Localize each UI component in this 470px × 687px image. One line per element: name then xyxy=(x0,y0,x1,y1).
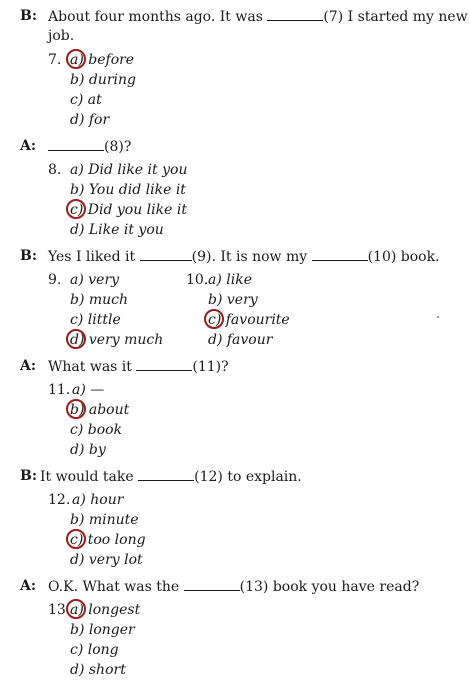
question-number: 7. xyxy=(48,52,62,68)
answer-blank xyxy=(48,138,104,151)
option-a: a) longest xyxy=(70,602,141,618)
speaker-label: B: xyxy=(20,8,38,24)
option-a: a) before xyxy=(70,52,135,68)
dialogue-line xyxy=(48,248,440,265)
dialogue-text: (13) book you have read? xyxy=(239,579,420,595)
question-number: 13. xyxy=(48,602,71,618)
option-d: d) very lot xyxy=(70,552,143,568)
option-d: d) very much xyxy=(70,332,164,348)
dialogue-text: (12) to explain. xyxy=(194,469,302,485)
option-b: b) You did like it xyxy=(70,182,186,198)
dialogue-text: (7) I started my new xyxy=(323,9,468,25)
option-c: c) Did you like it xyxy=(70,202,187,218)
answer-circle xyxy=(66,49,86,69)
option-b: b) much xyxy=(70,292,129,308)
dialogue-text: (9). It is now my xyxy=(191,249,308,265)
speaker-label: B: xyxy=(20,248,38,264)
option-b: b) longer xyxy=(70,622,135,638)
option-b: b) very xyxy=(208,292,258,308)
option-c: c) favourite xyxy=(208,312,290,328)
dialogue-text: Yes I liked it xyxy=(48,249,136,265)
answer-blank xyxy=(312,248,368,261)
question-number: 9. xyxy=(48,272,62,288)
dialogue-line xyxy=(48,358,229,375)
option-c: c) book xyxy=(70,422,123,438)
answer-circle xyxy=(66,529,86,549)
dialogue-text: (10) book. xyxy=(367,249,440,265)
dialogue-text: O.K. What was the xyxy=(48,579,180,595)
option-c: c) at xyxy=(70,92,102,108)
question-number: 10. xyxy=(186,272,209,288)
option-d: d) for xyxy=(70,112,110,128)
option-a: a) — xyxy=(72,382,105,398)
dialogue-text: It would take xyxy=(40,469,134,485)
speaker-label: A: xyxy=(20,358,37,374)
speaker-label: A: xyxy=(20,138,37,154)
dialogue-text: (11)? xyxy=(192,359,229,375)
question-number: 11. xyxy=(48,382,71,398)
answer-circle xyxy=(66,329,86,349)
option-c: c) long xyxy=(70,642,119,658)
dialogue-line xyxy=(48,578,419,595)
answer-blank xyxy=(184,578,240,591)
answer-blank xyxy=(140,248,192,261)
option-a: a) very xyxy=(70,272,120,288)
option-d: d) favour xyxy=(208,332,273,348)
dialogue-line xyxy=(48,8,468,25)
answer-circle xyxy=(66,599,86,619)
question-number: 12. xyxy=(48,492,71,508)
option-b: b) about xyxy=(70,402,130,418)
dialogue-line xyxy=(40,468,302,485)
scan-speck xyxy=(437,316,439,318)
option-c: c) too long xyxy=(70,532,146,548)
speaker-label: B: xyxy=(20,468,38,484)
dialogue-line xyxy=(48,138,131,155)
option-b: b) during xyxy=(70,72,137,88)
option-d: d) Like it you xyxy=(70,222,164,238)
answer-circle xyxy=(66,399,86,419)
speaker-label: A: xyxy=(20,578,37,594)
option-a: a) like xyxy=(208,272,252,288)
answer-circle xyxy=(66,199,86,219)
option-d: d) by xyxy=(70,442,106,458)
option-a: a) Did like it you xyxy=(70,162,188,178)
option-d: d) short xyxy=(70,662,126,678)
question-number: 8. xyxy=(48,162,62,178)
answer-circle xyxy=(204,309,224,329)
answer-blank xyxy=(138,468,194,481)
answer-blank xyxy=(267,8,323,21)
dialogue-text: What was it xyxy=(48,359,132,375)
answer-blank xyxy=(136,358,192,371)
option-b: b) minute xyxy=(70,512,139,528)
option-c: c) little xyxy=(70,312,121,328)
dialogue-text: (8)? xyxy=(104,139,132,155)
dialogue-text: About four months ago. It was xyxy=(48,9,263,25)
option-a: a) hour xyxy=(72,492,124,508)
dialogue-text: job. xyxy=(48,28,75,44)
